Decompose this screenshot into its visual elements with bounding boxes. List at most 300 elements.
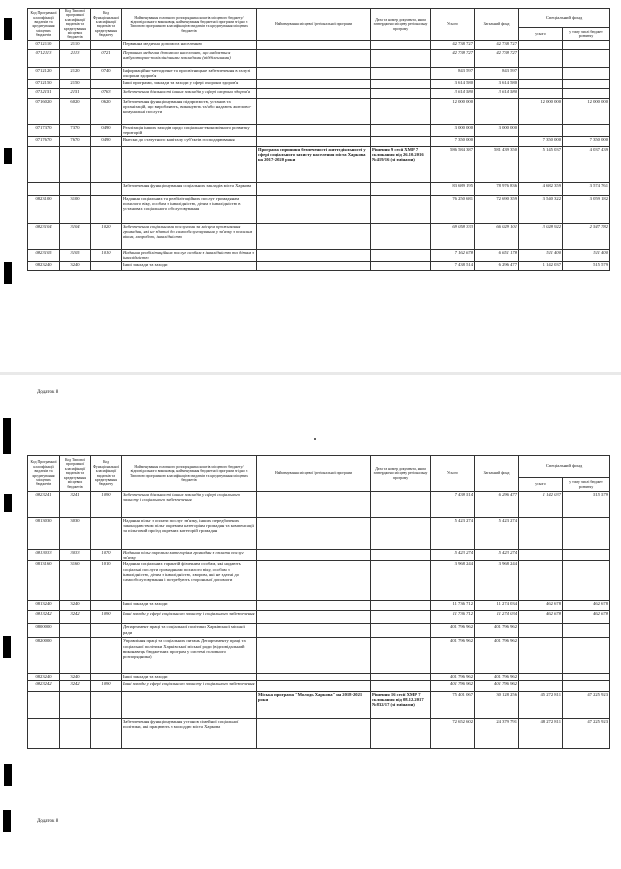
appendix-label: Додаток 8 [37, 390, 59, 395]
document-cell [371, 550, 431, 561]
total-cell: 3 968 244 [431, 561, 475, 601]
total-cell: 3 000 000 [431, 124, 475, 136]
program-code-cell: 0813033 [28, 550, 60, 561]
document-cell [371, 195, 431, 223]
total-cell: 11 736 712 [431, 601, 475, 611]
program-code-cell: 0823105 [28, 249, 60, 261]
program-name-cell: Забезпечення діяльності інших закладів у сфері соціального захисту і соціального забезпечення [122, 492, 257, 518]
general-fund-cell: 6 296 477 [475, 492, 519, 518]
regional-program-cell [257, 195, 371, 223]
typical-code-cell: 3033 [60, 550, 91, 561]
typical-code-cell: 3242 [60, 680, 91, 691]
table-row [28, 518, 610, 550]
total-cell: 7 438 514 [431, 492, 475, 518]
typical-code-cell: 3030 [60, 518, 91, 550]
document-cell [371, 249, 431, 261]
functional-code-cell [91, 518, 122, 550]
development-budget-cell [563, 67, 610, 79]
table-row [28, 680, 610, 691]
header-cell: Код Типової програмної класифікації видатків та кредитування місцевих бюджетів [60, 9, 91, 41]
functional-code-cell: 1090 [91, 611, 122, 624]
program-name-cell: Інші заклади та заходи [122, 601, 257, 611]
document-cell [371, 88, 431, 98]
special-fund-cell [519, 638, 563, 674]
development-budget-cell [563, 40, 610, 49]
document-cell [371, 98, 431, 124]
typical-code-cell [60, 146, 91, 182]
regional-program-cell [257, 40, 371, 49]
general-fund-cell: 3 614 580 [475, 79, 519, 88]
special-fund-cell: 1 142 037 [519, 261, 563, 270]
program-code-cell: 0823242 [28, 680, 60, 691]
program-code-cell: 0820000 [28, 638, 60, 674]
general-fund-cell: 6 296 477 [475, 261, 519, 270]
special-fund-cell [519, 550, 563, 561]
header-cell: Спеціальний фонд [519, 9, 610, 28]
development-budget-cell: 7 350 000 [563, 136, 610, 146]
typical-code-cell [60, 182, 91, 195]
program-code-cell: 0823104 [28, 223, 60, 249]
total-cell: 7 350 000 [431, 136, 475, 146]
typical-code-cell: 3104 [60, 223, 91, 249]
regional-program-cell [257, 79, 371, 88]
total-cell: 401 796 962 [431, 638, 475, 674]
functional-code-cell: 1010 [91, 561, 122, 601]
regional-program-cell: Міська програма "Молодь Харкова" на 2018-2021 роки [257, 691, 371, 718]
header-cell: Код Функціональної класифікації видатків та кредитування бюджету [91, 9, 122, 41]
table-row [28, 601, 610, 611]
document-cell [371, 136, 431, 146]
functional-code-cell [91, 691, 122, 718]
table-row [28, 223, 610, 249]
functional-code-cell [91, 624, 122, 638]
program-name-cell: Інформаційно-методичне та просвітницьке забезпечення в галузі охорони здоров'я [122, 67, 257, 79]
typical-code-cell: 7370 [60, 124, 91, 136]
header-cell: Код Програмної класифікації видатків та кредитування місцевих бюджетів [28, 456, 60, 492]
development-budget-cell: 47 225 923 [563, 718, 610, 748]
total-cell: 42 738 727 [431, 49, 475, 67]
regional-program-cell [257, 611, 371, 624]
development-budget-cell [563, 49, 610, 67]
document-cell [371, 492, 431, 518]
development-budget-cell: 515 579 [563, 492, 610, 518]
table-row [28, 718, 610, 748]
program-name-cell: Інші заклади та заходи [122, 261, 257, 270]
special-fund-cell: 3 028 922 [519, 223, 563, 249]
development-budget-cell: 3 059 182 [563, 195, 610, 223]
program-name-cell [122, 146, 257, 182]
document-cell [371, 49, 431, 67]
development-budget-cell: 511 400 [563, 249, 610, 261]
special-fund-cell [519, 88, 563, 98]
special-fund-cell: 48 272 811 [519, 718, 563, 748]
program-code-cell: 0813030 [28, 518, 60, 550]
development-budget-cell: 462 678 [563, 611, 610, 624]
document-cell [371, 561, 431, 601]
special-fund-cell [519, 561, 563, 601]
general-fund-cell: 401 796 962 [475, 624, 519, 638]
program-name-cell: Інші програми, заклади та заходи у сфері охорони здоров'я [122, 79, 257, 88]
total-cell: 83 689 195 [431, 182, 475, 195]
development-budget-cell [563, 518, 610, 550]
regional-program-cell: Програма сприяння безпеченості життєдіяльності у сфері соціального захисту населення міста Харкова на 2017-2020 роки [257, 146, 371, 182]
general-fund-cell: 401 796 962 [475, 638, 519, 674]
program-code-cell [28, 182, 60, 195]
total-cell: 5 423 274 [431, 518, 475, 550]
header-cell: Найменування місцевої /регіональної програми [257, 456, 371, 492]
program-code-cell: 0717670 [28, 136, 60, 146]
typical-code-cell: 2120 [60, 67, 91, 79]
general-fund-cell: 581 439 350 [475, 146, 519, 182]
regional-program-cell [257, 249, 371, 261]
document-cell: Рішення 9 сесії ХМР 7 скликання від 26.10.2016 №419/16 (зі змінами) [371, 146, 431, 182]
document-cell: Рішення 16 сесії ХМР 7 скликання від 08.12.2017 №832/17 (зі змінами) [371, 691, 431, 718]
general-fund-cell: 11 274 034 [475, 611, 519, 624]
binder-mark [4, 148, 12, 164]
program-name-cell: Департамент праці та соціальної політики Харківської міської ради [122, 624, 257, 638]
development-budget-cell [563, 638, 610, 674]
functional-code-cell: 1090 [91, 680, 122, 691]
functional-code-cell: 0763 [91, 88, 122, 98]
header-cell: у тому числі бюджет розвитку [563, 478, 610, 492]
table-row [28, 638, 610, 674]
program-name-cell: Забезпечення функціонування підприємств, установ та організацій, що виробляють, виконують та/або надають житлово-комунальні послуги [122, 98, 257, 124]
functional-code-cell: 0740 [91, 67, 122, 79]
header-cell: Найменування головного розпорядника коштів місцевого бюджету/відповідального виконавця, найменування бюджетної програми згідно з Типовою програмною класифікацією видатків та кредитування місцевих бюджетів [122, 456, 257, 492]
special-fund-cell: 511 400 [519, 249, 563, 261]
typical-code-cell: 6020 [60, 98, 91, 124]
program-name-cell: Надання реабілітаційних послуг особам з інвалідністю та дітям з інвалідністю [122, 249, 257, 261]
regional-program-cell [257, 561, 371, 601]
development-budget-cell [563, 624, 610, 638]
document-cell [371, 624, 431, 638]
regional-program-cell [257, 67, 371, 79]
table-row [28, 124, 610, 136]
total-cell: 5 423 274 [431, 550, 475, 561]
functional-code-cell: 0490 [91, 124, 122, 136]
regional-program-cell [257, 88, 371, 98]
table-row [28, 40, 610, 49]
header-cell: Загальний фонд [475, 9, 519, 41]
program-name-cell: Надання соціальних гарантій фізичним особам, які надають соціальні послуги громадянам похилого віку, особам з інвалідністю, дітям з інвалідністю, хворим, які не здатні до самообслуговування і потребують сторонньої допомоги [122, 561, 257, 601]
binder-mark [4, 494, 12, 512]
total-cell: 586 584 387 [431, 146, 475, 182]
general-fund-cell: 6 651 178 [475, 249, 519, 261]
typical-code-cell [60, 691, 91, 718]
functional-code-cell [91, 638, 122, 674]
total-cell: 843 597 [431, 67, 475, 79]
special-fund-cell [519, 40, 563, 49]
document-cell [371, 223, 431, 249]
functional-code-cell: 0490 [91, 136, 122, 146]
program-name-cell: Управління праці та соціальних питань Департаменту праці та соціальної політики Харківської міської ради (відповідальний виконавець бюджетних програм у системі головного розпорядника) [122, 638, 257, 674]
general-fund-cell: 42 738 727 [475, 40, 519, 49]
program-name-cell: Інші заклади та заходи [122, 674, 257, 680]
typical-code-cell: 3160 [60, 561, 91, 601]
special-fund-cell: 3 540 322 [519, 195, 563, 223]
document-cell [371, 261, 431, 270]
header-cell: Найменування головного розпорядника коштів місцевого бюджету/відповідального виконавця, найменування бюджетної програми згідно з Типовою програмною класифікацією видатків та кредитування місцевих бюджетів [122, 9, 257, 41]
header-cell: Загальний фонд [475, 456, 519, 492]
general-fund-cell: 401 796 962 [475, 680, 519, 691]
regional-program-cell [257, 182, 371, 195]
development-budget-cell: 462 678 [563, 601, 610, 611]
general-fund-cell: 401 796 962 [475, 674, 519, 680]
development-budget-cell: 3 574 761 [563, 182, 610, 195]
document-cell [371, 124, 431, 136]
program-name-cell: Надання соціальних та реабілітаційних послуг громадянам похилого віку, особам з інвалідністю, дітям з інвалідністю в установах соціального обслуговування [122, 195, 257, 223]
table-row [28, 691, 610, 718]
general-fund-cell: 5 423 274 [475, 550, 519, 561]
regional-program-cell [257, 718, 371, 748]
program-name-cell: Надання пільг з оплати послуг зв'язку, інших передбачених законодавством пільг окремим категоріям громадян та компенсації за пільговий проїзд окремих категорій громадян [122, 518, 257, 550]
table-row [28, 611, 610, 624]
document-cell [371, 638, 431, 674]
binder-mark [3, 636, 11, 658]
header-cell: усього [519, 478, 563, 492]
table-row [28, 79, 610, 88]
program-name-cell: Надання пільг окремим категоріям громадян з оплати послуг зв'язку [122, 550, 257, 561]
document-cell [371, 79, 431, 88]
typical-code-cell: 3242 [60, 611, 91, 624]
typical-code-cell [60, 718, 91, 748]
total-cell: 401 796 962 [431, 674, 475, 680]
functional-code-cell: 0721 [91, 49, 122, 67]
program-name-cell: Первинна медична допомога населенню [122, 40, 257, 49]
document-cell [371, 67, 431, 79]
page-break-shadow [0, 372, 621, 375]
functional-code-cell [91, 182, 122, 195]
table-row [28, 67, 610, 79]
functional-code-cell: 1020 [91, 223, 122, 249]
general-fund-cell: 78 976 836 [475, 182, 519, 195]
program-code-cell: 0813160 [28, 561, 60, 601]
functional-code-cell: 1090 [91, 492, 122, 518]
functional-code-cell [91, 146, 122, 182]
program-code-cell: 0712151 [28, 88, 60, 98]
regional-program-cell [257, 624, 371, 638]
special-fund-cell [519, 518, 563, 550]
general-fund-cell: 3 614 580 [475, 88, 519, 98]
special-fund-cell: 45 272 811 [519, 691, 563, 718]
development-budget-cell [563, 561, 610, 601]
table-row [28, 561, 610, 601]
program-code-cell [28, 691, 60, 718]
program-name-cell: Інші заходи у сфері соціального захисту і соціального забезпечення [122, 680, 257, 691]
regional-program-cell [257, 680, 371, 691]
table-row [28, 195, 610, 223]
header-cell: Дата та номер документа, яким затверджено місцеву регіональну програму [371, 9, 431, 41]
program-name-cell: Забезпечення діяльності інших закладів у сфері охорони здоров'я [122, 88, 257, 98]
general-fund-cell: 5 423 274 [475, 518, 519, 550]
binder-mark [4, 764, 12, 786]
regional-program-cell [257, 550, 371, 561]
development-budget-cell [563, 79, 610, 88]
development-budget-cell: 4 037 439 [563, 146, 610, 182]
program-name-cell: Забезпечення соціальними послугами за місцем проживання громадян, які не здатні до самообслуговування у зв'язку з похилим віком, хворобою, інвалідністю [122, 223, 257, 249]
regional-program-cell [257, 638, 371, 674]
special-fund-cell: 462 678 [519, 611, 563, 624]
total-cell: 76 250 681 [431, 195, 475, 223]
functional-code-cell [91, 195, 122, 223]
special-fund-cell: 462 678 [519, 601, 563, 611]
document-cell [371, 40, 431, 49]
special-fund-cell [519, 680, 563, 691]
header-cell: Код Типової програмної класифікації видатків та кредитування місцевих бюджетів [60, 456, 91, 492]
budget-table-upper [27, 8, 610, 271]
program-code-cell [28, 146, 60, 182]
typical-code-cell: 7670 [60, 136, 91, 146]
regional-program-cell [257, 518, 371, 550]
document-cell [371, 182, 431, 195]
general-fund-cell [475, 136, 519, 146]
program-code-cell: 0712110 [28, 40, 60, 49]
program-name-cell: Реалізація інших заходів щодо соціально-економічного розвитку територій [122, 124, 257, 136]
document-cell [371, 518, 431, 550]
header-cell: Спеціальний фонд [519, 456, 610, 478]
binder-mark [3, 418, 11, 454]
typical-code-cell [60, 638, 91, 674]
table-row [28, 249, 610, 261]
special-fund-cell: 1 142 037 [519, 492, 563, 518]
program-code-cell: 0813242 [28, 611, 60, 624]
special-fund-cell [519, 79, 563, 88]
program-code-cell: 0712113 [28, 49, 60, 67]
binder-mark [3, 810, 11, 832]
program-code-cell: 0823100 [28, 195, 60, 223]
header-cell: Усього [431, 456, 475, 492]
special-fund-cell: 12 000 000 [519, 98, 563, 124]
total-cell: 3 614 580 [431, 79, 475, 88]
special-fund-cell: 4 682 359 [519, 182, 563, 195]
typical-code-cell [60, 624, 91, 638]
program-name-cell: Забезпечення функціонування соціальних закладів міста Харкова [122, 182, 257, 195]
regional-program-cell [257, 98, 371, 124]
document-cell [371, 718, 431, 748]
general-fund-cell: 72 690 359 [475, 195, 519, 223]
typical-code-cell: 3240 [60, 261, 91, 270]
table-row [28, 261, 610, 270]
total-cell: 75 401 067 [431, 691, 475, 718]
budget-table-lower [27, 455, 610, 749]
special-fund-cell: 5 145 037 [519, 146, 563, 182]
regional-program-cell [257, 261, 371, 270]
development-budget-cell [563, 680, 610, 691]
appendix-label: Додаток 8 [37, 819, 59, 824]
program-code-cell: 0712150 [28, 79, 60, 88]
header-cell: Усього [431, 9, 475, 41]
program-name-cell: Забезпечення функціонування установ сімейної соціальної політики, які працюють з молоддю міста Харкова [122, 718, 257, 748]
functional-code-cell [91, 79, 122, 88]
binder-mark [4, 18, 12, 40]
total-cell: 7 162 678 [431, 249, 475, 261]
program-code-cell: 0813240 [28, 601, 60, 611]
total-cell: 12 000 000 [431, 98, 475, 124]
table-row [28, 550, 610, 561]
program-code-cell [28, 718, 60, 748]
table-row [28, 146, 610, 182]
table-row [28, 624, 610, 638]
typical-code-cell: 3241 [60, 492, 91, 518]
table-row [28, 98, 610, 124]
program-name-cell: Інші заходи у сфері соціального захисту і соціального забезпечення [122, 611, 257, 624]
development-budget-cell [563, 124, 610, 136]
total-cell: 69 058 333 [431, 223, 475, 249]
regional-program-cell [257, 136, 371, 146]
document-cell [371, 611, 431, 624]
table-row [28, 492, 610, 518]
regional-program-cell [257, 124, 371, 136]
typical-code-cell: 3105 [60, 249, 91, 261]
special-fund-cell [519, 67, 563, 79]
special-fund-cell [519, 624, 563, 638]
general-fund-cell: 42 738 727 [475, 49, 519, 67]
table-row [28, 88, 610, 98]
document-cell [371, 680, 431, 691]
functional-code-cell: 0620 [91, 98, 122, 124]
total-cell: 42 738 727 [431, 40, 475, 49]
development-budget-cell [563, 88, 610, 98]
typical-code-cell: 2113 [60, 49, 91, 67]
typical-code-cell: 2150 [60, 79, 91, 88]
general-fund-cell: 66 029 101 [475, 223, 519, 249]
program-name-cell: Первинна медична допомога населенню, що надається амбулаторно-поліклінічними закладами (відділеннями) [122, 49, 257, 67]
total-cell: 7 438 514 [431, 261, 475, 270]
general-fund-cell: 843 597 [475, 67, 519, 79]
functional-code-cell [91, 261, 122, 270]
general-fund-cell: 24 379 791 [475, 718, 519, 748]
general-fund-cell: 3 000 000 [475, 124, 519, 136]
development-budget-cell: 12 000 000 [563, 98, 610, 124]
header-cell: Код Функціональної класифікації видатків та кредитування бюджету [91, 456, 122, 492]
regional-program-cell [257, 601, 371, 611]
program-code-cell: 0717370 [28, 124, 60, 136]
total-cell: 11 736 712 [431, 611, 475, 624]
header-cell: у тому числі бюджет розвитку [563, 28, 610, 41]
development-budget-cell [563, 550, 610, 561]
functional-code-cell: 1010 [91, 249, 122, 261]
special-fund-cell [519, 49, 563, 67]
regional-program-cell [257, 49, 371, 67]
functional-code-cell [91, 601, 122, 611]
typical-code-cell: 3240 [60, 601, 91, 611]
development-budget-cell: 515 579 [563, 261, 610, 270]
header-cell: усього [519, 28, 563, 41]
header-cell: Код Програмної класифікації видатків та кредитування місцевих бюджетів [28, 9, 60, 41]
scan-speck [314, 438, 316, 440]
typical-code-cell: 3100 [60, 195, 91, 223]
typical-code-cell: 2151 [60, 88, 91, 98]
table-row [28, 136, 610, 146]
binder-mark [4, 262, 12, 284]
functional-code-cell [91, 718, 122, 748]
total-cell: 401 796 962 [431, 680, 475, 691]
program-code-cell: 0823240 [28, 261, 60, 270]
general-fund-cell: 30 128 256 [475, 691, 519, 718]
typical-code-cell: 3240 [60, 674, 91, 680]
regional-program-cell [257, 492, 371, 518]
program-name-cell [122, 691, 257, 718]
header-cell: Найменування місцевої /регіональної програми [257, 9, 371, 41]
program-code-cell: 0716020 [28, 98, 60, 124]
table-row [28, 182, 610, 195]
total-cell: 3 614 580 [431, 88, 475, 98]
development-budget-cell: 47 225 923 [563, 691, 610, 718]
regional-program-cell [257, 223, 371, 249]
program-code-cell: 0800000 [28, 624, 60, 638]
development-budget-cell: 2 547 782 [563, 223, 610, 249]
general-fund-cell: 11 274 034 [475, 601, 519, 611]
